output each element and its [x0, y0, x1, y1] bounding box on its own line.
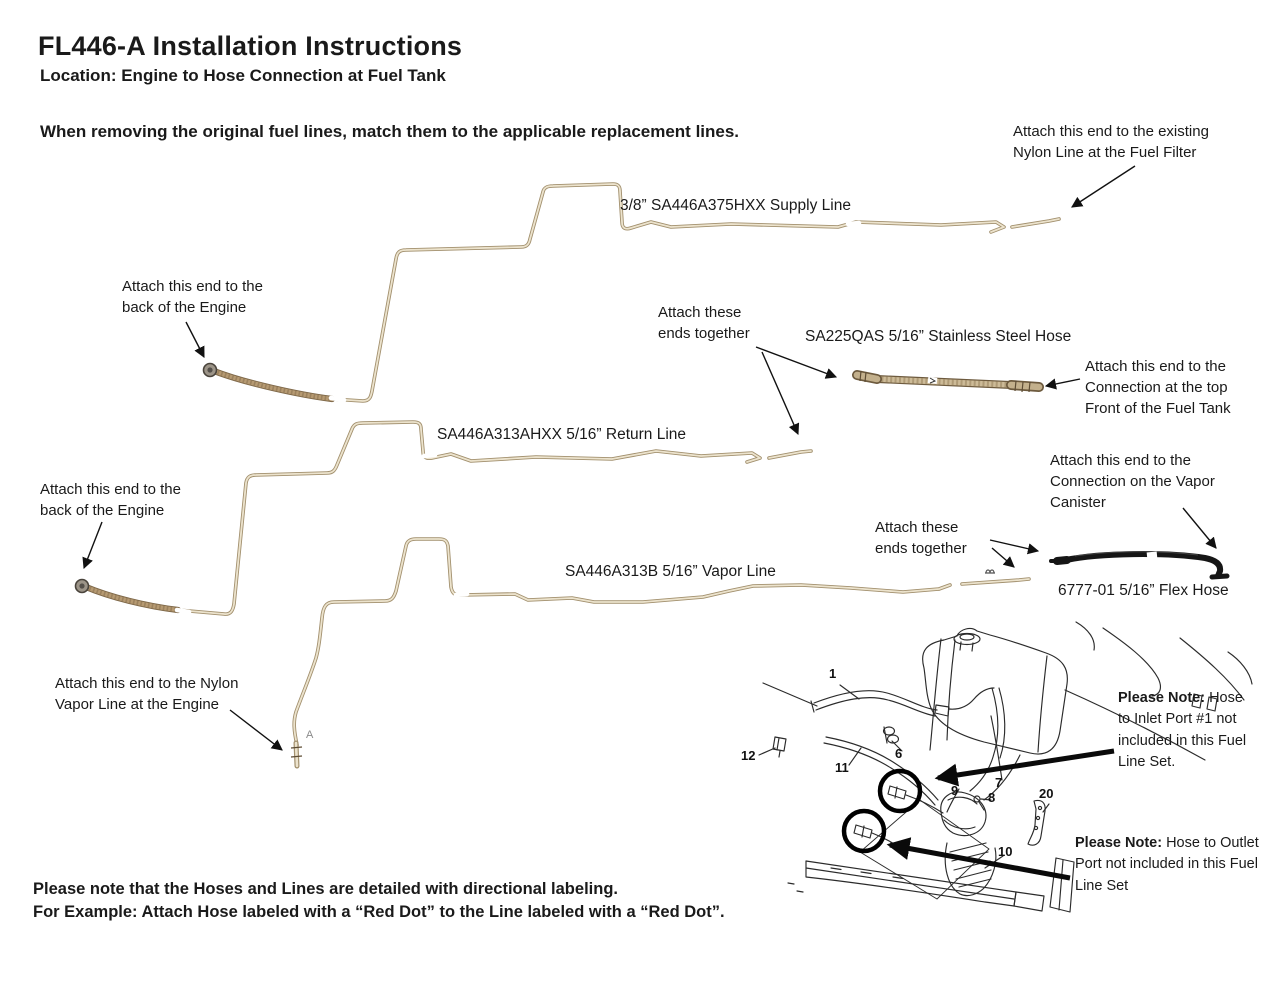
note-outlet-port	[1075, 833, 1261, 897]
callout-fuel-tank: Attach this end to the Connection at the top Front of the Fuel Tank	[1085, 358, 1231, 417]
stainless-hose-art	[857, 371, 1039, 392]
return-line-label: SA446A313AHXX 5/16” Return Line	[437, 426, 687, 443]
part-number-12: 12	[741, 748, 756, 763]
callout-ends-together-2: Attach these ends together	[875, 519, 967, 557]
part-number-9: 9	[951, 783, 959, 798]
part-number-6: 6	[895, 746, 903, 761]
note-outlet-text: Hose to Outlet Port not included in this Fuel Line Set	[1075, 835, 1259, 894]
vapor-line-label: SA446A313B 5/16” Vapor Line	[565, 563, 776, 580]
flex-hose-label: 6777-01 5/16” Flex Hose	[1058, 582, 1229, 599]
callout-engine-supply: Attach this end to the back of the Engine	[122, 278, 263, 316]
part-number-11: 11	[835, 760, 849, 775]
footer-line-1: Please note that the Hoses and Lines are detailed with directional labeling.	[33, 880, 618, 898]
footer-line-2: For Example: Attach Hose labeled with a “Red Dot” to the Line labeled with a “Red Dot”.	[33, 903, 725, 921]
page-subtitle: Location: Engine to Hose Connection at Fuel Tank	[40, 66, 446, 85]
callout-engine-return: Attach this end to the back of the Engine	[40, 481, 181, 519]
page-title: FL446-A Installation Instructions	[38, 31, 463, 61]
marker-a-label: A	[306, 729, 314, 741]
note-outlet-bold: Please Note:	[1075, 835, 1163, 851]
callout-fuel-filter: Attach this end to the existing Nylon Line at the Fuel Filter	[1013, 123, 1209, 161]
part-number-20: 20	[1039, 786, 1054, 801]
callout-ends-together-1: Attach these ends together	[658, 304, 750, 342]
flex-hose-art	[1051, 552, 1227, 577]
part-number-8: 8	[988, 790, 996, 805]
part-number-10: 10	[998, 844, 1013, 859]
callout-vapor-canister: Attach this end to the Connection on the Vapor Canister	[1050, 452, 1215, 511]
callout-nylon-vapor: Attach this end to the Nylon Vapor Line at the Engine	[55, 675, 239, 713]
highlight-rings	[844, 771, 920, 851]
part-number-1: 1	[829, 666, 837, 681]
note-inlet-port	[1118, 688, 1258, 774]
supply-line-label: 3/8” SA446A375HXX Supply Line	[620, 197, 851, 214]
part-number-7: 7	[995, 775, 1003, 790]
note-inlet-bold: Please Note:	[1118, 690, 1206, 706]
intro-text: When removing the original fuel lines, match them to the applicable replacement lines.	[40, 122, 740, 141]
note-inlet-text: Hose to Inlet Port #1 not included in this Fuel Line Set.	[1118, 690, 1247, 771]
stainless-hose-label: SA225QAS 5/16” Stainless Steel Hose	[805, 328, 1072, 345]
